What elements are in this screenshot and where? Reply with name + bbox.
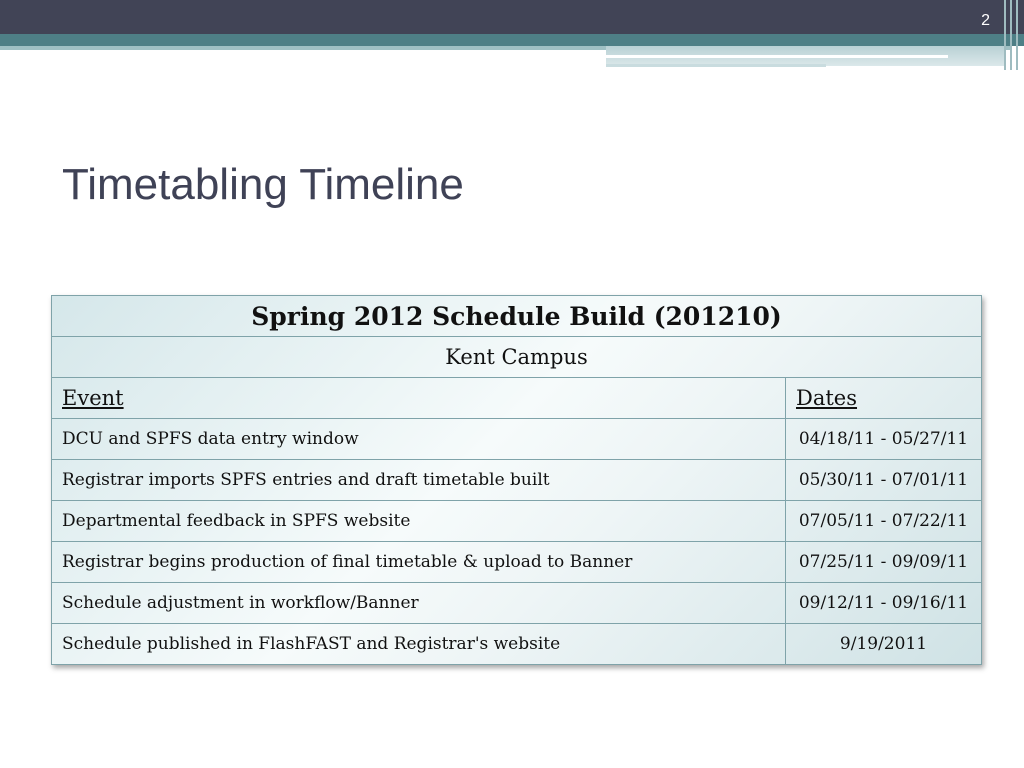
campus-row [52, 337, 982, 378]
table-row [52, 501, 982, 542]
campus-label: Kent Campus [52, 337, 982, 378]
table-row [52, 583, 982, 624]
dates-cell: 05/30/11 - 07/01/11 [786, 460, 982, 501]
dates-cell: 04/18/11 - 05/27/11 [786, 419, 982, 460]
event-cell: Schedule adjustment in workflow/Banner [52, 583, 786, 624]
event-cell: Registrar imports SPFS entries and draft timetable built [52, 460, 786, 501]
table-row [52, 460, 982, 501]
table-title: Spring 2012 Schedule Build (201210) [52, 296, 982, 337]
dates-cell: 07/25/11 - 09/09/11 [786, 542, 982, 583]
page-number: 2 [981, 12, 990, 29]
dates-cell: 9/19/2011 [786, 624, 982, 665]
header-decoration-line [606, 55, 948, 58]
event-cell: Departmental feedback in SPFS website [52, 501, 786, 542]
column-header-row [52, 378, 982, 419]
table-title-row [52, 296, 982, 337]
slide-title: Timetabling Timeline [62, 160, 464, 209]
table-row [52, 542, 982, 583]
header-decoration-stripe [1016, 0, 1018, 70]
header-decoration-line [606, 64, 826, 67]
header-bar [0, 0, 1024, 34]
column-header-dates: Dates [786, 378, 982, 419]
column-header-event: Event [52, 378, 786, 419]
schedule-table-container [51, 295, 982, 665]
header-accent-band [0, 34, 1024, 46]
event-cell: DCU and SPFS data entry window [52, 419, 786, 460]
header-decoration-stripe [1004, 0, 1006, 70]
event-cell: Schedule published in FlashFAST and Registrar's website [52, 624, 786, 665]
header-decoration-stripe [1010, 0, 1012, 70]
table-row [52, 419, 982, 460]
dates-cell: 07/05/11 - 07/22/11 [786, 501, 982, 542]
table-row [52, 624, 982, 665]
event-cell: Registrar begins production of final timetable & upload to Banner [52, 542, 786, 583]
schedule-table [51, 295, 982, 665]
dates-cell: 09/12/11 - 09/16/11 [786, 583, 982, 624]
